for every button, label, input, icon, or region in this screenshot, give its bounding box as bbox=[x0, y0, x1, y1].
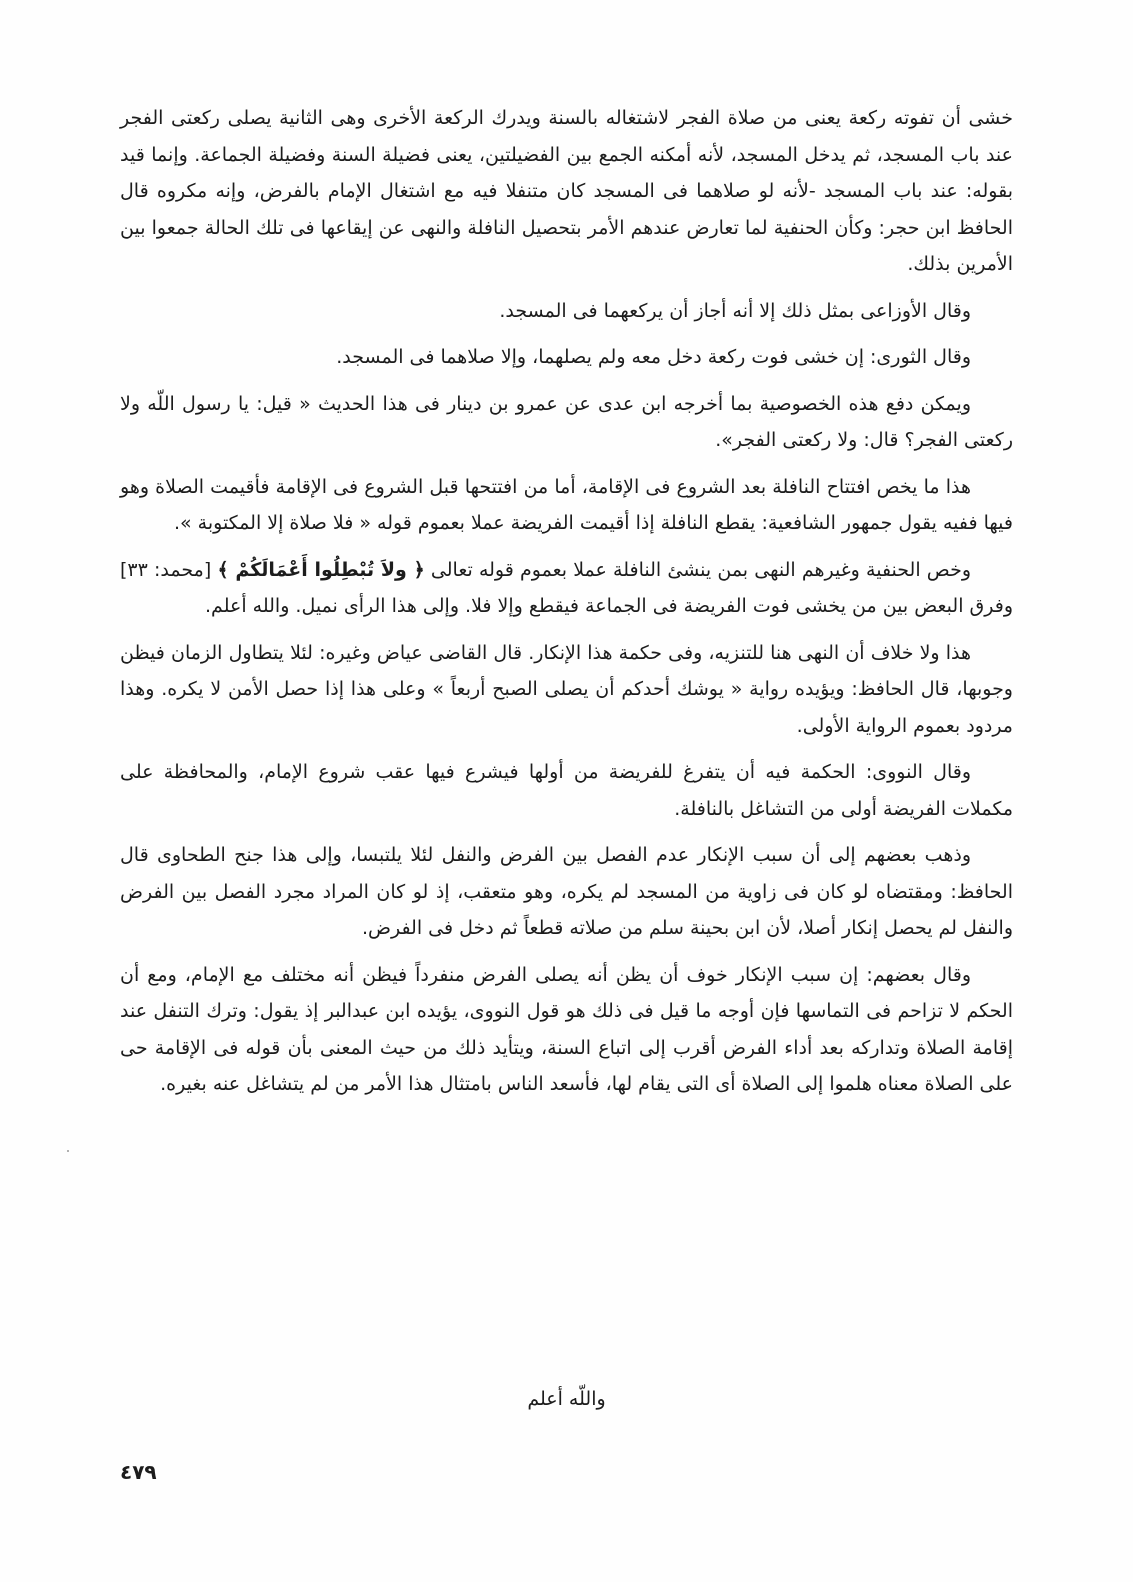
closing-phrase: واللّه أعلم bbox=[527, 1388, 606, 1410]
paragraph-9: وذهب بعضهم إلى أن سبب الإنكار عدم الفصل بين الفرض والنفل لئلا يلتبسا، وإلى هذا جنح الطحاوى قال الحافظ: ومقتضاه لو كان فى زاوية من المسجد لم يكره، وهو متعقب، إذ لو كان المراد مجرد الفصل بين الفرض والنفل لم يحصل إنكار أصلا، لأن ابن بحينة سلم من صلاته قطعاً ثم دخل فى الفرض. bbox=[120, 844, 1013, 939]
paragraph-6-lead: وخص الحنفية وغيرهم النهى بمن ينشئ النافلة عملا بعموم قوله تعالى bbox=[430, 558, 971, 581]
paragraph-8: وقال النووى: الحكمة فيه أن يتفرغ للفريضة من أولها فيشرع فيها عقب شروع الإمام، والمحافظة على مكملات الفريضة أولى من التشاغل بالنافلة. bbox=[120, 761, 1013, 820]
paragraph-4: ويمكن دفع هذه الخصوصية بما أخرجه ابن عدى عن عمرو بن دينار فى هذا الحديث « قيل: يا رسول اللّه ولا ركعتى الفجر؟ قال: ولا ركعتى الفجر». bbox=[120, 392, 1013, 451]
scan-speck bbox=[67, 1150, 69, 1152]
paragraph-2: وقال الأوزاعى بمثل ذلك إلا أنه أجاز أن يركعهما فى المسجد. bbox=[499, 299, 971, 322]
paragraph-1: خشى أن تفوته ركعة يعنى من صلاة الفجر لاشتغاله بالسنة ويدرك الركعة الأخرى وهى الثانية يصلى ركعتى الفجر عند باب المسجد، ثم يدخل المسجد، لأنه أمكنه الجمع بين الفضيلتين، يعنى فضيلة السنة وفضيلة الجماعة. وإنما قيد بقوله: عند باب المسجد -لأنه لو صلاهما فى المسجد كان متنفلا فيه مع اشتغال الإمام بالفرض، وإنه مكروه قال الحافظ ابن حجر: وكأن الحنفية لما تعارض عندهم الأمر بتحصيل النافلة والنهى عن إيقاعها فى تلك الحالة جمعوا بين الأمرين بذلك. bbox=[120, 107, 1013, 275]
paragraph-7: هذا ولا خلاف أن النهى هنا للتنزيه، وفى حكمة هذا الإنكار. قال القاضى عياض وغيره: لئلا يتطاول الزمان فيظن وجوبها، قال الحافظ: ويؤيده رواية « يوشك أحدكم أن يصلى الصبح أربعاً » وعلى هذا إذا حصل الأمن لا يكره. وهذا مردود بعموم الرواية الأولى. bbox=[120, 641, 1013, 737]
paragraph-6-rest: [محمد: ٣٣] وفرق البعض بين من يخشى فوت الفريضة فى الجماعة فيقطع وإلا فلا. وإلى هذا الرأى نميل. والله أعلم. bbox=[120, 558, 1013, 617]
quran-verse: ﴿ ولاَ تُبْطِلُوا أَعْمَالَكُمْ ﴾ bbox=[217, 558, 425, 581]
paragraph-6 bbox=[120, 552, 1013, 625]
page-number: ٤٧٩ bbox=[120, 1460, 157, 1484]
paragraph-5: هذا ما يخص افتتاح النافلة بعد الشروع فى الإقامة، أما من افتتحها قبل الشروع فى الإقامة فأقيمت الصلاة وهو فيها ففيه يقول جمهور الشافعية: يقطع النافلة إذا أقيمت الفريضة عملا بعموم قوله « فلا صلاة إلا المكتوبة ». bbox=[120, 475, 1013, 534]
body-text bbox=[120, 100, 1013, 1113]
paragraph-10: وقال بعضهم: إن سبب الإنكار خوف أن يظن أنه يصلى الفرض منفرداً فيظن أنه مختلف مع الإمام، ومع أن الحكم لا تزاحم فى التماسها فإن أوجه ما قيل فى ذلك هو قول النووى، يؤيده ابن عبدالبر إذ يقول: وترك التنفل عند إقامة الصلاة وتداركه بعد أداء الفرض أقرب إلى اتباع السنة، ويتأيد ذلك من حيث المعنى بأن قوله فى الإقامة حى على الصلاة معناه هلموا إلى الصلاة أى التى يقام لها، فأسعد الناس بامتثال هذا الأمر من لم يتشاغل عنه بغيره. bbox=[120, 963, 1013, 1095]
paragraph-3: وقال الثورى: إن خشى فوت ركعة دخل معه ولم يصلهما، وإلا صلاهما فى المسجد. bbox=[336, 346, 971, 368]
